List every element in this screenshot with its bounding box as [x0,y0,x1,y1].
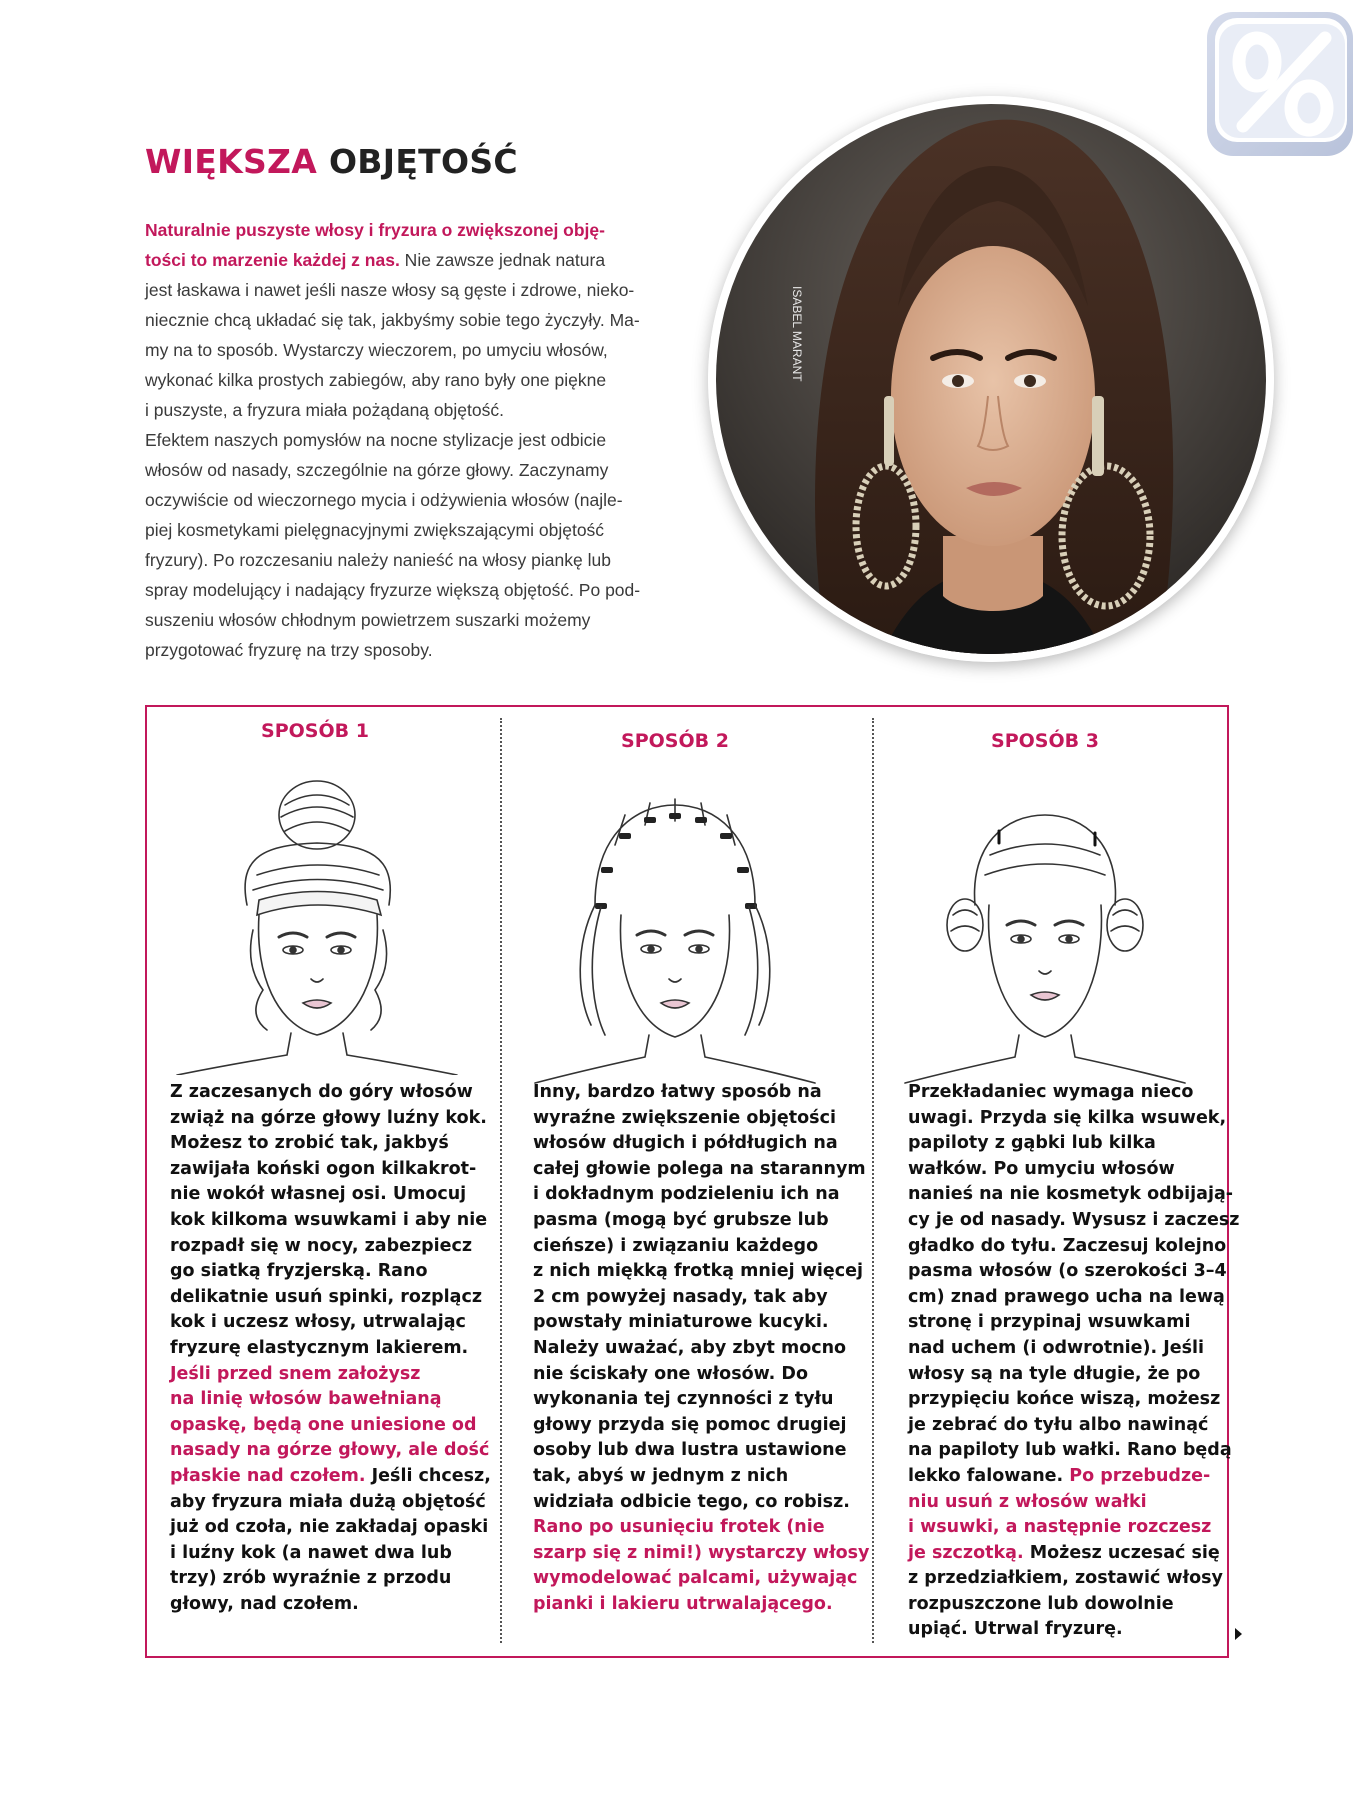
method-text-line [908,1106,1228,1132]
method-text-line [908,1541,1228,1567]
intro-text: przygotować fryzurę na trzy sposoby. [145,640,433,660]
body-text: pasma (mogą być grubsze lub [533,1209,829,1230]
method-2-title: SPOSÓB 2 [621,730,729,752]
body-text: zwiąż na górze głowy luźny kok. [170,1107,487,1128]
method-text-line [533,1438,853,1464]
method-text-line [533,1490,853,1516]
intro-line [145,485,672,515]
intro-line [145,335,672,365]
body-text: cm) znad prawego ucha na lewą [908,1286,1225,1307]
intro-line [145,605,672,635]
intro-line [145,635,672,665]
body-text: Przekładaniec wymaga nieco [908,1082,1194,1102]
body-text: gładko do tyłu. Zaczesuj kolejno [908,1235,1227,1256]
intro-text: piej kosmetykami pielęgnacyjnymi zwiększającymi objętość [145,520,605,540]
body-text: z przedziałkiem, zostawić włosy [908,1568,1223,1589]
method-text-line [533,1592,853,1618]
body-text: uwagi. Przyda się kilka wsuwek, [908,1107,1227,1128]
body-text: powstały miniaturowe kucyki. [533,1312,829,1333]
body-text: Z zaczesanych do góry włosów [170,1082,473,1102]
highlight-text: i wsuwki, a następnie rozczesz [908,1517,1212,1538]
method-text-line [908,1566,1228,1592]
method-text-line [908,1490,1228,1516]
body-text: wykonania tej czynności z tyłu [533,1389,834,1410]
method-text-line [170,1413,490,1439]
model-photo [708,96,1274,662]
intro-text: włosów od nasady, szczególnie na górze głowy. Zaczynamy [145,460,609,480]
intro-line [145,515,672,545]
method-text-line [170,1259,490,1285]
body-text: stronę i przypinaj wsuwkami [908,1312,1191,1333]
method-text-line [533,1131,853,1157]
method-text-line [533,1106,853,1132]
body-text: Jeśli chcesz, [365,1465,491,1486]
method-text-line [170,1541,490,1567]
intro-line [145,425,672,455]
method-text-line [908,1208,1240,1234]
title-main: OBJĘTOŚĆ [328,142,518,181]
intro-text: spray modelujący i nadający fryzurze większą objętość. Po pod- [145,580,641,600]
body-text: nad uchem (i odwrotnie). Jeśli [908,1337,1205,1358]
method-text-line [170,1387,490,1413]
intro-text: fryzury). Po rozczesaniu należy nanieść na włosy piankę lub [145,550,611,570]
body-text: aby fryzura miała dużą objętość [170,1491,486,1512]
method-text-line [170,1490,490,1516]
photo-credit: ISABEL MARANT [790,286,804,382]
body-text: z nich miękką frotką mniej więcej [533,1261,864,1282]
intro-line [145,455,672,485]
intro-line [145,575,672,605]
illustration-ponytails-hairstyle [525,775,825,1085]
body-text: widziała odbicie tego, co robisz. [533,1491,850,1512]
column-divider [500,718,502,1643]
method-text-line [170,1592,490,1618]
method-text-line [170,1285,490,1311]
intro-line [145,275,672,305]
percent-logo-icon [1205,10,1355,158]
body-text: cy je od nasady. Wysusz i zaczesz [908,1209,1240,1230]
body-text: trzy) zrób wyraźnie z przodu [170,1568,452,1589]
method-text-line [908,1157,1228,1183]
method-text-line [908,1515,1228,1541]
body-text: Możesz uczesać się [1023,1542,1220,1563]
intro-text: i puszyste, a fryzura miała pożądaną objętość. [145,400,504,420]
body-text: włosów długich i półdługich na [533,1133,838,1154]
method-text-line [533,1413,853,1439]
method-2-text [533,1080,870,1617]
method-text-line [533,1234,853,1260]
highlight-text: je szczotką. [908,1542,1024,1563]
title-accent: WIĘKSZA [145,142,318,181]
intro-lead-text: Naturalnie puszyste włosy i fryzura o zwiększonej obję- [145,220,605,240]
body-text: cieńsze) i związaniu każdego [533,1235,819,1256]
body-text: i dokładnym podzieleniu ich na [533,1184,840,1205]
method-text-line [533,1362,853,1388]
method-text-line [170,1182,490,1208]
intro-text: wykonać kilka prostych zabiegów, aby rano były one piękne [145,370,607,390]
method-text-line [533,1157,866,1183]
highlight-text: Po przebudze- [1063,1465,1211,1486]
body-text: upiąć. Utrwal fryzurę. [908,1619,1123,1640]
highlight-text: wymodelować palcami, używając [533,1568,858,1589]
highlight-text: szarp się z nimi!) wystarczy włosy [533,1542,870,1563]
method-text-line [908,1131,1228,1157]
method-text-line [170,1362,490,1388]
method-text-line [908,1464,1228,1490]
page-title [145,142,518,181]
method-text-line [908,1617,1228,1643]
highlight-text: Rano po usunięciu frotek (nie [533,1517,825,1538]
body-text: nie wokół własnej osi. Umocuj [170,1184,467,1205]
intro-text: jest łaskawa i nawet jeśli nasze włosy są gęste i zdrowe, nieko- [145,280,635,300]
body-text: rozpadł się w nocy, zabezpiecz [170,1235,473,1256]
highlight-text: Jeśli przed snem założysz [170,1363,421,1384]
method-text-line [908,1182,1234,1208]
method-text-line [170,1157,490,1183]
body-text: fryzurę elastycznym lakierem. [170,1337,469,1358]
method-text-line [533,1182,853,1208]
body-text: wyraźne zwiększenie objętości [533,1107,836,1128]
intro-paragraph [145,215,672,665]
method-text-line [908,1387,1228,1413]
highlight-text: pianki i lakieru utrwalającego. [533,1593,833,1614]
method-text-line [533,1387,853,1413]
body-text: nie ściskały one włosów. Do [533,1363,808,1384]
method-text-line [170,1080,490,1106]
method-text-line [170,1566,490,1592]
intro-line [145,215,672,245]
method-text-line [170,1131,490,1157]
intro-lead-text: tości to marzenie każdej z nas. [145,250,400,270]
body-text: zawijała koński ogon kilkakrot- [170,1158,477,1179]
next-page-arrow-icon [1235,1628,1242,1640]
method-1-text [170,1080,490,1617]
highlight-text: płaskie nad czołem. [170,1465,366,1486]
body-text: głowy, nad czołem. [170,1593,359,1614]
body-text: tak, abyś w jednym z nich [533,1465,789,1486]
method-text-line [908,1259,1228,1285]
method-text-line [533,1285,853,1311]
method-text-line [170,1310,490,1336]
method-text-line [533,1208,853,1234]
body-text: przypięciu końce wiszą, możesz [908,1389,1221,1410]
method-text-line [533,1464,853,1490]
method-text-line [170,1438,490,1464]
body-text: je zebrać do tyłu albo nawinąć [908,1414,1209,1435]
method-text-line [170,1336,490,1362]
intro-line [145,305,672,335]
method-text-line [533,1310,853,1336]
body-text: kok kilkoma wsuwkami i aby nie [170,1209,488,1230]
body-text: już od czoła, nie zakładaj opaski [170,1517,489,1538]
intro-text: suszeniu włosów chłodnym powietrzem suszarki możemy [145,610,591,630]
body-text: delikatnie usuń spinki, rozplącz [170,1286,483,1307]
body-text: papiloty z gąbki lub kilka [908,1133,1156,1154]
method-text-line [533,1080,853,1106]
body-text: 2 cm powyżej nasady, tak aby [533,1286,828,1307]
body-text: włosy są na tyle długie, że po [908,1363,1201,1384]
intro-line [145,245,672,275]
method-text-line [170,1464,490,1490]
method-text-line [170,1208,490,1234]
column-divider [872,718,874,1643]
method-text-line [908,1234,1228,1260]
method-text-line [908,1438,1232,1464]
intro-line [145,365,672,395]
method-text-line [908,1336,1228,1362]
intro-text: Nie zawsze jednak natura [399,250,606,270]
body-text: kok i uczesz włosy, utrwalając [170,1312,466,1333]
body-text: Możesz to zrobić tak, jakbyś [170,1133,449,1154]
body-text: pasma włosów (o szerokości 3–4 [908,1261,1227,1282]
method-text-line [908,1285,1228,1311]
highlight-text: na linię włosów bawełnianą [170,1389,442,1410]
highlight-text: opaskę, będą one uniesione od [170,1414,477,1435]
method-text-line [908,1362,1228,1388]
intro-text: Efektem naszych pomysłów na nocne stylizacje jest odbicie [145,430,607,450]
intro-text: niecznie chcą układać się tak, jakbyśmy sobie tego życzyły. Ma- [145,310,640,330]
intro-line [145,545,672,575]
body-text: lekko falowane. [908,1465,1064,1486]
method-text-line [170,1234,490,1260]
method-text-line [533,1259,864,1285]
method-3-text [908,1080,1240,1643]
intro-text: my na to sposób. Wystarczy wieczorem, po umyciu włosów, [145,340,608,360]
intro-line [145,395,672,425]
body-text: wałków. Po umyciu włosów [908,1158,1175,1179]
body-text: głowy przyda się pomoc drugiej [533,1414,847,1435]
body-text: i luźny kok (a nawet dwa lub [170,1542,452,1563]
body-text: nanieś na nie kosmetyk odbijają- [908,1184,1234,1205]
body-text: go siatką fryzjerską. Rano [170,1261,428,1282]
body-text: rozpuszczone lub dowolnie [908,1593,1174,1614]
illustration-bun-hairstyle [167,765,467,1075]
method-text-line [533,1566,858,1592]
intro-text: oczywiście od wieczornego mycia i odżywienia włosów (najle- [145,490,623,510]
method-text-line [533,1541,870,1567]
method-text-line [908,1413,1228,1439]
method-text-line [533,1515,853,1541]
method-1-title: SPOSÓB 1 [261,720,369,742]
body-text: Inny, bardzo łatwy sposób na [533,1082,822,1102]
method-text-line [170,1106,490,1132]
method-text-line [170,1515,490,1541]
method-text-line [533,1336,853,1362]
illustration-pinned-hairstyle [895,775,1195,1085]
body-text: osoby lub dwa lustra ustawione [533,1440,847,1461]
body-text: Należy uważać, aby zbyt mocno [533,1337,847,1358]
body-text: całej głowie polega na starannym [533,1158,866,1179]
body-text: na papiloty lub wałki. Rano będą [908,1440,1232,1461]
method-text-line [908,1080,1228,1106]
method-3-title: SPOSÓB 3 [991,730,1099,752]
highlight-text: niu usuń z włosów wałki [908,1491,1147,1512]
highlight-text: nasady na górze głowy, ale dość [170,1440,490,1461]
method-text-line [908,1310,1228,1336]
method-text-line [908,1592,1228,1618]
